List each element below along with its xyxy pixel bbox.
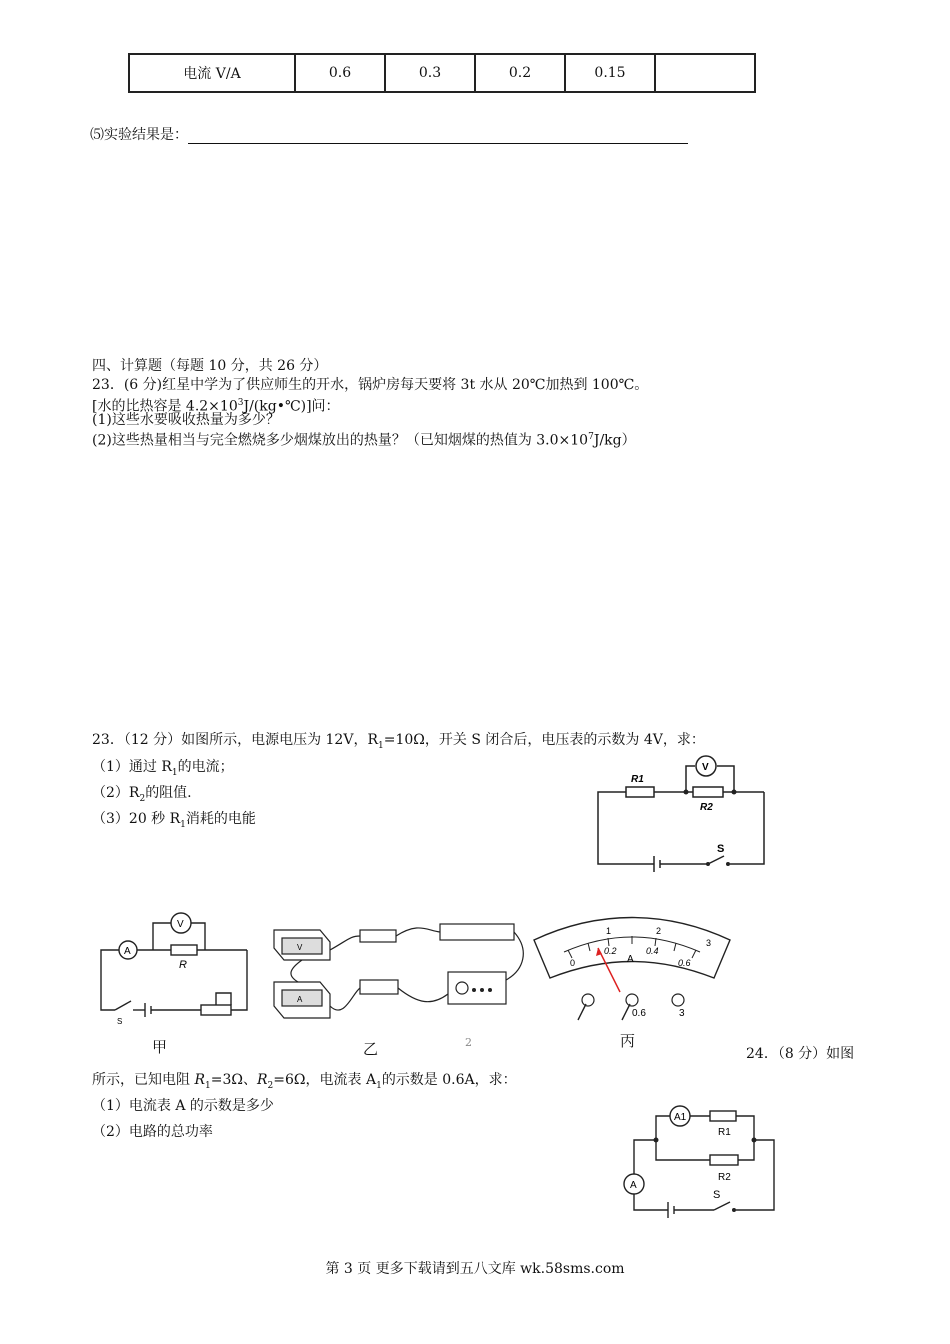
q23b-sub2-post: 的阻值. xyxy=(145,785,192,801)
resistor-r2 xyxy=(710,1155,738,1165)
q24-r2-val: =6Ω，电流表 A xyxy=(273,1072,377,1088)
label-s: S xyxy=(117,1017,123,1025)
tick-bottom-3: 0.6 xyxy=(678,958,691,968)
resistor-r xyxy=(171,945,197,955)
q23a-given-post: J/(kg•℃)]问： xyxy=(243,398,340,415)
q24-sub2: （2）电路的总功率 xyxy=(92,1124,213,1140)
label-s: S xyxy=(717,843,725,855)
label-r2: R2 xyxy=(718,1172,731,1183)
figure-yi xyxy=(268,910,530,1028)
q23b-sub1-pre: （1）通过 R xyxy=(92,759,172,775)
q5-line xyxy=(90,124,688,144)
switch-device xyxy=(360,980,398,994)
tick-top-2: 2 xyxy=(656,926,662,936)
q23a-given-pre: [水的比热容是 4.2×10 xyxy=(92,398,238,415)
terminal-3 xyxy=(672,994,684,1006)
terminal-label-0.6: 0.6 xyxy=(632,1008,646,1019)
table-cell: 0.15 xyxy=(565,54,655,92)
label-r2: R2 xyxy=(700,802,713,813)
q24-line2-end: 的示数是 0.6A，求： xyxy=(381,1072,517,1088)
rheostat-icon xyxy=(201,1005,231,1015)
circuit-diagram-1 xyxy=(590,752,770,874)
q24-sub1: （1）电流表 A 的示数是多少 xyxy=(92,1098,274,1114)
rheostat-device xyxy=(440,924,514,940)
meter-face xyxy=(534,918,730,979)
q24-a1-sub: 1 xyxy=(376,1080,382,1091)
switch-icon xyxy=(115,1001,131,1010)
terminal-minus xyxy=(582,994,594,1006)
page-mark: 2 xyxy=(465,1036,472,1049)
q23b-sub2 xyxy=(92,782,192,804)
q23a-sub2-post: J/kg） xyxy=(593,432,636,449)
q23a-sub1: (1)这些水要吸收热量为多少？ xyxy=(92,412,280,428)
q24-r1-name: R xyxy=(194,1072,205,1088)
switch-icon xyxy=(714,1202,730,1210)
table-cell: 0.6 xyxy=(295,54,385,92)
label-r1: R1 xyxy=(718,1127,731,1138)
q24-line2-a: 所示，已知电阻 xyxy=(92,1072,195,1088)
q23a-sub2 xyxy=(92,429,636,450)
figure-jia xyxy=(95,905,260,1025)
q23b-stem-sub: 1 xyxy=(378,740,384,751)
table-cell: 0.3 xyxy=(385,54,475,92)
q24-intro: 24．（8 分）如图 xyxy=(746,1046,855,1062)
q23b-sub3-post: 消耗的电能 xyxy=(185,811,256,827)
tick-bottom-2: 0.4 xyxy=(646,946,659,956)
q24-r1-sub: 1 xyxy=(205,1080,211,1091)
label-a: A xyxy=(297,995,303,1004)
q23a-stem: 23．(6 分)红星中学为了供应师生的开水，锅炉房每天要将 3t 水从 20℃加热到 100℃。 xyxy=(92,377,649,393)
figure-label-yi: 乙 xyxy=(363,1040,379,1058)
q23b-stem-post: =10Ω，开关 S 闭合后，电压表的示数为 4V，求： xyxy=(383,732,705,748)
figure-label-bing: 丙 xyxy=(620,1032,636,1050)
q24-line2 xyxy=(92,1069,517,1091)
label-v: V xyxy=(177,919,184,930)
q23a-sub2-exp: 7 xyxy=(588,432,594,442)
circuit-diagram-2 xyxy=(618,1102,778,1220)
tick-top-3: 3 xyxy=(706,938,712,948)
table-label-cell: 电流 V/A xyxy=(129,54,295,92)
lamp-holder xyxy=(360,930,396,942)
section-heading: 四、计算题（每题 10 分，共 26 分） xyxy=(92,358,328,374)
q23b-stem-pre: 23．（12 分）如图所示，电源电压为 12V，R xyxy=(92,732,378,748)
label-v: V xyxy=(297,943,303,952)
circuit-wire xyxy=(598,792,650,864)
q23a-given-exp: 3 xyxy=(237,398,244,408)
resistor-r1 xyxy=(626,787,654,797)
q23b-stem xyxy=(92,729,705,751)
q23b-sub1-post: 的电流； xyxy=(177,759,234,775)
figure-bing-meter xyxy=(528,908,736,1026)
terminal-label-3: 3 xyxy=(679,1008,685,1019)
q23b-sub2-sub: 2 xyxy=(139,793,146,804)
q23a-sub2-pre: (2)这些热量相当与完全燃烧多少烟煤放出的热量？（已知烟煤的热值为 3.0×10 xyxy=(92,432,589,449)
label-a: A xyxy=(124,946,131,957)
table-cell xyxy=(655,54,755,92)
q24-r2-sub: 2 xyxy=(267,1080,274,1091)
tick-bottom-1: 0.2 xyxy=(604,946,617,956)
answer-blank xyxy=(188,129,688,144)
tick-bottom-0: 0 xyxy=(570,958,576,968)
q23b-sub1-sub: 1 xyxy=(171,767,178,778)
label-r: R xyxy=(179,959,187,971)
switch-icon xyxy=(708,856,724,864)
q23b-sub3 xyxy=(92,808,256,830)
q23b-sub3-sub: 1 xyxy=(180,819,186,830)
label-a1: A1 xyxy=(674,1112,687,1123)
label-a: A xyxy=(630,1180,637,1191)
figure-label-jia: 甲 xyxy=(152,1038,168,1056)
terminal-0.6 xyxy=(626,994,638,1006)
q24-r1-val: =3Ω、 xyxy=(210,1072,257,1088)
meter-unit: A xyxy=(627,954,634,965)
resistor-r1 xyxy=(710,1111,736,1121)
resistor-r2 xyxy=(693,787,723,797)
q23b-sub3-pre: （3）20 秒 R xyxy=(92,811,181,827)
table-cell: 0.2 xyxy=(475,54,565,92)
table-row xyxy=(129,54,755,92)
label-r1: R1 xyxy=(631,774,644,785)
q23b-sub1 xyxy=(92,756,234,778)
label-v: V xyxy=(702,762,709,773)
tick-top-1: 1 xyxy=(606,926,612,936)
q24-r2-name: R xyxy=(256,1072,268,1088)
page-footer: 第 3 页 更多下载请到五八文库 wk.58sms.com xyxy=(325,1261,625,1277)
current-table xyxy=(128,53,756,93)
q23b-sub2-pre: （2）R xyxy=(92,785,140,801)
label-s: S xyxy=(713,1189,721,1201)
q5-label: ⑸实验结果是： xyxy=(90,127,188,143)
